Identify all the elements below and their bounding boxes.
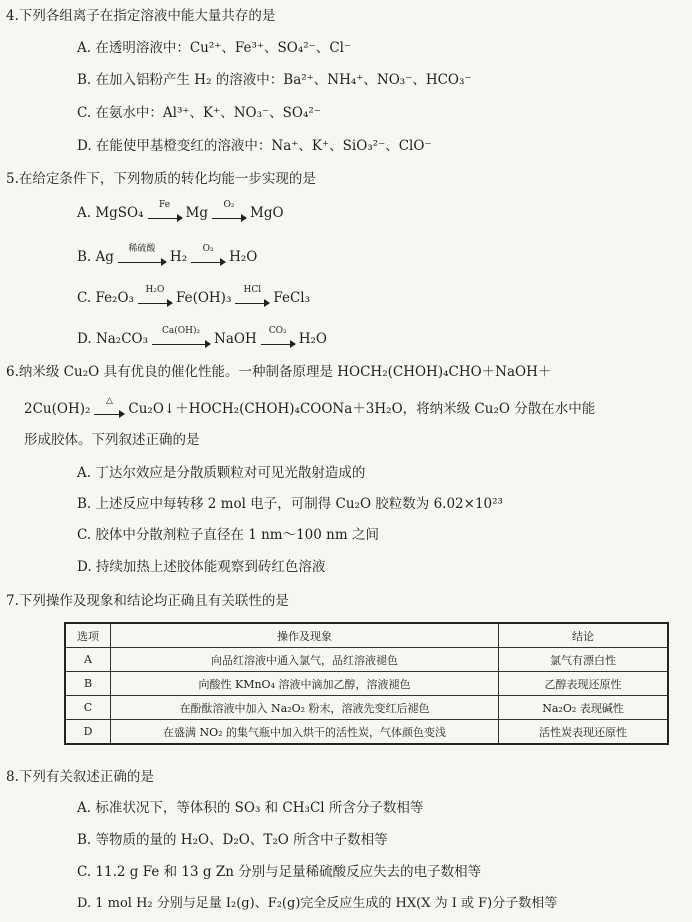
- table-row: [65, 720, 668, 745]
- q8-option-c: C. 11.2 g Fe 和 13 g Zn 分别与足量稀硫酸反应失去的电子数相等: [77, 864, 482, 880]
- reaction-arrow: [148, 200, 182, 223]
- q4-stem: 4.下列各组离子在指定溶液中能大量共存的是: [6, 8, 276, 24]
- intermediate: Fe(OH)₃: [175, 290, 232, 306]
- header-option: 选项: [65, 623, 111, 648]
- intermediate: NaOH: [214, 331, 257, 347]
- arrow-condition: HCl: [243, 285, 262, 295]
- arrow-shaft: [212, 210, 246, 219]
- cell-option: C: [65, 696, 111, 720]
- q6-option-b: B. 上述反应中每转移 2 mol 电子，可制得 Cu₂O 胶粒数为 6.02×10²³: [77, 496, 503, 512]
- q6-option-a: A. 丁达尔效应是分散质颗粒对可见光散射造成的: [77, 465, 366, 481]
- q4-option-a: A. 在透明溶液中：Cu²⁺、Fe³⁺、SO₄²⁻、Cl⁻: [77, 40, 352, 56]
- arrow-condition: O₂: [223, 200, 235, 210]
- reaction-arrow: [261, 326, 295, 349]
- option-label: C.: [77, 290, 92, 306]
- q6-stem-line2: [24, 396, 595, 419]
- q6-option-d: D. 持续加热上述胶体能观察到砖红色溶液: [77, 559, 326, 575]
- table-row: [65, 696, 668, 720]
- products-text: Cu₂O↓＋HOCH₂(CHOH)₄COONa＋3H₂O，将纳米级 Cu₂O 分散在水中能: [128, 401, 596, 417]
- q6-option-c: C. 胶体中分散剂粒子直径在 1 nm～100 nm 之间: [77, 527, 379, 543]
- product: MgO: [250, 205, 284, 221]
- header-operation: 操作及现象: [111, 623, 499, 648]
- arrow-shaft: [138, 295, 172, 304]
- arrow-shaft: [191, 254, 225, 263]
- cell-option: B: [65, 672, 111, 696]
- arrow-condition: H₂O: [145, 285, 165, 295]
- q4-option-d: D. 在能使甲基橙变红的溶液中：Na⁺、K⁺、SiO₃²⁻、ClO⁻: [77, 138, 432, 154]
- intermediate: H₂: [169, 249, 188, 265]
- reactant: Ag: [95, 249, 114, 265]
- arrow-shaft: [148, 210, 182, 219]
- q8-option-d: D. 1 mol H₂ 分别与足量 I₂(g)、F₂(g)完全反应生成的 HX(X 为 I 或 F)分子数相等: [77, 896, 558, 911]
- cell-operation: 在盛满 NO₂ 的集气瓶中加入烘干的活性炭，气体颜色变浅: [111, 720, 499, 745]
- cell-option: A: [65, 648, 111, 672]
- q6-stem-line3: 形成胶体。下列叙述正确的是: [24, 432, 200, 448]
- table-row: [65, 648, 668, 672]
- reactant: 2Cu(OH)₂: [24, 401, 91, 417]
- q5-option-c: [77, 285, 310, 308]
- arrow-condition: CO₂: [268, 326, 287, 336]
- arrow-shaft: [118, 254, 166, 263]
- q7-table: [64, 622, 669, 745]
- option-label: A.: [77, 205, 92, 221]
- reaction-arrow: [152, 326, 210, 349]
- table-row: [65, 672, 668, 696]
- reaction-arrow: [94, 396, 124, 419]
- product: H₂O: [298, 331, 327, 347]
- cell-conclusion: Na₂O₂ 表现碱性: [499, 696, 669, 720]
- reactant: Na₂CO₃: [95, 331, 149, 347]
- arrow-condition: Fe: [159, 200, 171, 210]
- reactant: Fe₂O₃: [95, 290, 134, 306]
- q7-stem: 7.下列操作及现象和结论均正确且有关联性的是: [6, 593, 289, 609]
- cell-conclusion: 氯气有漂白性: [499, 648, 669, 672]
- q4-option-c: C. 在氨水中：Al³⁺、K⁺、NO₃⁻、SO₄²⁻: [77, 105, 321, 121]
- product: FeCl₃: [273, 290, 311, 306]
- arrow-shaft: [152, 336, 210, 345]
- q8-stem: 8.下列有关叙述正确的是: [6, 769, 154, 785]
- reaction-arrow: [138, 285, 172, 308]
- arrow-shaft: [235, 295, 269, 304]
- cell-conclusion: 活性炭表现还原性: [499, 720, 669, 745]
- q8-option-a: A. 标准状况下，等体积的 SO₃ 和 CH₃Cl 所含分子数相等: [77, 800, 424, 816]
- reactant: MgSO₄: [95, 205, 144, 221]
- arrow-condition: Ca(OH)₂: [161, 326, 201, 336]
- q5-option-a: [77, 200, 284, 223]
- reaction-arrow: [212, 200, 246, 223]
- cell-operation: 向酸性 KMnO₄ 溶液中滴加乙醇，溶液褪色: [111, 672, 499, 696]
- reaction-arrow: [118, 244, 166, 267]
- option-label: D.: [77, 331, 92, 347]
- header-conclusion: 结论: [499, 623, 669, 648]
- cell-operation: 在酚酞溶液中加入 Na₂O₂ 粉末，溶液先变红后褪色: [111, 696, 499, 720]
- q5-stem: 5.在给定条件下，下列物质的转化均能一步实现的是: [6, 171, 316, 187]
- arrow-condition: △: [105, 396, 113, 406]
- intermediate: Mg: [185, 205, 209, 221]
- reaction-arrow: [235, 285, 269, 308]
- arrow-condition: O₂: [202, 244, 214, 254]
- arrow-shaft: [94, 406, 124, 415]
- table-header-row: [65, 623, 668, 648]
- cell-option: D: [65, 720, 111, 745]
- q6-stem-line1: 6.纳米级 Cu₂O 具有优良的催化性能。一种制备原理是 HOCH₂(CHOH)₄CHO＋NaOH＋: [6, 364, 552, 380]
- cell-conclusion: 乙醇表现还原性: [499, 672, 669, 696]
- arrow-condition: 稀硫酸: [128, 244, 156, 254]
- option-label: B.: [77, 249, 92, 265]
- reaction-arrow: [191, 244, 225, 267]
- cell-operation: 向品红溶液中通入氯气，品红溶液褪色: [111, 648, 499, 672]
- q5-option-b: [77, 244, 257, 267]
- product: H₂O: [229, 249, 258, 265]
- q4-option-b: B. 在加入铝粉产生 H₂ 的溶液中：Ba²⁺、NH₄⁺、NO₃⁻、HCO₃⁻: [77, 72, 472, 88]
- q5-option-d: [77, 326, 327, 349]
- q8-option-b: B. 等物质的量的 H₂O、D₂O、T₂O 所含中子数相等: [77, 832, 388, 848]
- arrow-shaft: [261, 336, 295, 345]
